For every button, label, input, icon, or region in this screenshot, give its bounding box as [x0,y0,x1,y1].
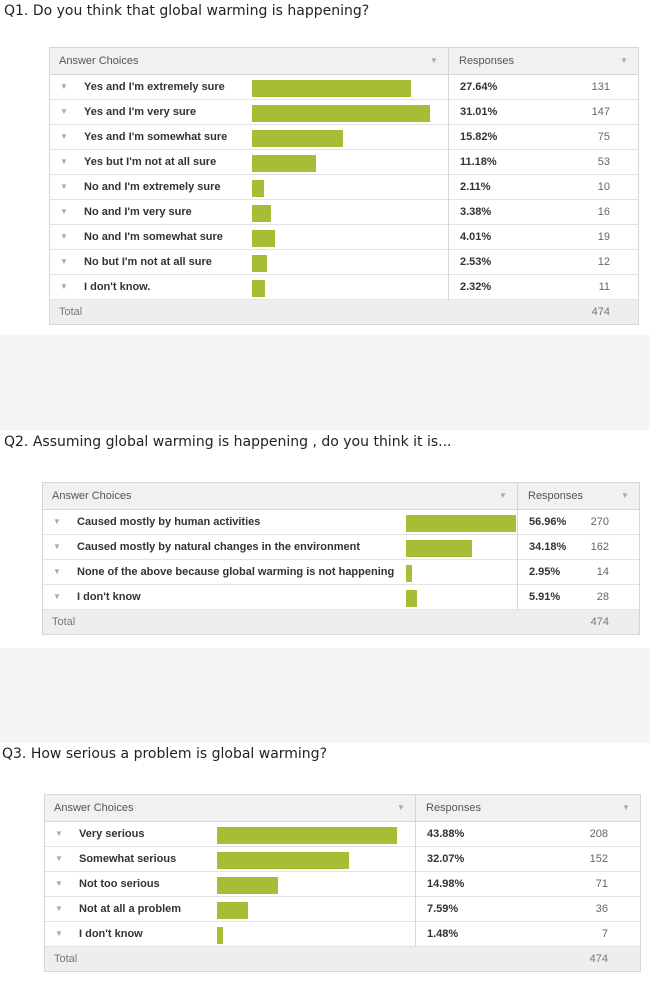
response-bar [406,540,472,557]
total-label: Total [54,953,78,965]
answer-label: Not at all a problem [79,903,182,915]
response-percent: 2.32% [460,281,492,293]
total-row [50,300,638,324]
response-percent: 32.07% [427,853,465,865]
results-table [49,47,639,325]
response-count: 12 [597,256,610,268]
column-divider [517,585,518,610]
expand-chevron-icon[interactable]: ▼ [60,82,68,91]
responses-header[interactable]: Responses [459,55,515,67]
table-row [43,585,639,610]
expand-chevron-icon[interactable]: ▼ [60,282,68,291]
answer-label: Caused mostly by human activities [77,516,261,528]
expand-chevron-icon[interactable]: ▼ [60,232,68,241]
total-label: Total [52,616,76,628]
column-divider [448,200,449,225]
column-divider [415,822,416,847]
response-bar [252,255,267,272]
total-count: 474 [590,616,609,628]
answer-choices-header[interactable]: Answer Choices [54,802,134,814]
table-row [50,150,638,175]
sort-caret-icon[interactable]: ▼ [622,803,630,812]
response-bar [252,180,264,197]
response-count: 19 [597,231,610,243]
response-bar [252,105,430,122]
response-percent: 31.01% [460,106,498,118]
response-percent: 2.53% [460,256,492,268]
response-count: 36 [595,903,608,915]
answer-label: None of the above because global warming is not happening [77,566,395,578]
response-percent: 34.18% [529,541,567,553]
question-title: Q2. Assuming global warming is happening , do you think it is... [4,434,452,450]
column-divider [448,125,449,150]
response-percent: 15.82% [460,131,498,143]
answer-label: Yes and I'm somewhat sure [84,131,228,143]
response-count: 152 [589,853,608,865]
column-divider [448,175,449,200]
answer-label: Yes and I'm very sure [84,106,197,118]
responses-header[interactable]: Responses [528,490,584,502]
sort-caret-icon[interactable]: ▼ [620,56,628,65]
table-row [50,250,638,275]
response-count: 75 [597,131,610,143]
table-row [50,75,638,100]
response-percent: 56.96% [529,516,567,528]
answer-label: Very serious [79,828,145,840]
response-count: 147 [591,106,610,118]
column-divider [415,897,416,922]
response-percent: 2.11% [460,181,491,193]
results-table [42,482,640,635]
question-title: Q1. Do you think that global warming is happening? [4,3,370,19]
table-row [43,560,639,585]
expand-chevron-icon[interactable]: ▼ [55,854,63,863]
answer-label: I don't know [79,928,143,940]
response-count: 11 [598,281,610,293]
response-count: 162 [590,541,609,553]
expand-chevron-icon[interactable]: ▼ [60,182,68,191]
table-row [50,175,638,200]
response-bar [406,515,516,532]
column-divider [517,560,518,585]
response-percent: 2.95% [529,566,561,578]
response-percent: 14.98% [427,878,465,890]
responses-header[interactable]: Responses [426,802,482,814]
table-header [50,48,638,75]
answer-choices-header[interactable]: Answer Choices [52,490,132,502]
answer-label: No and I'm somewhat sure [84,231,223,243]
total-row [45,947,640,971]
expand-chevron-icon[interactable]: ▼ [53,517,61,526]
answer-label: Yes but I'm not at all sure [84,156,217,168]
response-count: 14 [596,566,609,578]
response-percent: 27.64% [460,81,498,93]
column-divider [448,100,449,125]
table-row [50,125,638,150]
column-divider [448,275,449,300]
table-row [45,897,640,922]
results-table [44,794,641,972]
answer-label: No and I'm very sure [84,206,192,218]
response-bar [217,827,397,844]
table-row [45,847,640,872]
answer-choices-header[interactable]: Answer Choices [59,55,139,67]
expand-chevron-icon[interactable]: ▼ [53,542,61,551]
expand-chevron-icon[interactable]: ▼ [53,567,61,576]
sort-caret-icon[interactable]: ▼ [397,803,405,812]
column-divider [517,510,518,535]
table-header [45,795,640,822]
answer-label: Not too serious [79,878,160,890]
total-count: 474 [589,953,608,965]
table-row [50,275,638,300]
expand-chevron-icon[interactable]: ▼ [55,929,63,938]
column-divider [448,225,449,250]
column-divider [448,150,449,175]
column-divider [415,872,416,897]
background-band [0,335,650,430]
response-bar [252,230,275,247]
background-band [0,648,650,743]
response-percent: 3.38% [460,206,492,218]
response-bar [252,280,265,297]
column-divider [448,48,449,74]
expand-chevron-icon[interactable]: ▼ [60,257,68,266]
answer-label: Caused mostly by natural changes in the environment [77,541,361,553]
table-row [50,200,638,225]
response-bar [217,927,223,944]
expand-chevron-icon[interactable]: ▼ [60,132,68,141]
answer-label: No but I'm not at all sure [84,256,212,268]
table-row [50,100,638,125]
column-divider [415,847,416,872]
response-bar [252,130,343,147]
table-row [45,822,640,847]
response-bar [217,852,349,869]
column-divider [415,922,416,947]
column-divider [448,75,449,100]
answer-label: I don't know. [84,281,151,293]
question-title: Q3. How serious a problem is global warming? [2,746,328,762]
response-bar [406,590,417,607]
answer-label: I don't know [77,591,141,603]
total-count: 474 [591,306,610,318]
expand-chevron-icon[interactable]: ▼ [55,829,63,838]
response-percent: 5.91% [529,591,561,603]
expand-chevron-icon[interactable]: ▼ [60,157,68,166]
response-count: 131 [591,81,610,93]
response-bar [252,155,316,172]
expand-chevron-icon[interactable]: ▼ [55,904,63,913]
table-row [45,872,640,897]
response-bar [252,205,271,222]
column-divider [448,250,449,275]
response-count: 270 [590,516,609,528]
response-bar [217,902,248,919]
table-row [50,225,638,250]
response-count: 28 [596,591,609,603]
response-percent: 11.18% [460,156,497,168]
column-divider [517,483,518,509]
table-row [43,510,639,535]
expand-chevron-icon[interactable]: ▼ [53,592,61,601]
response-percent: 1.48% [427,928,459,940]
answer-label: Yes and I'm extremely sure [84,81,225,93]
expand-chevron-icon[interactable]: ▼ [60,107,68,116]
total-label: Total [59,306,83,318]
response-count: 7 [601,928,608,940]
response-count: 53 [597,156,610,168]
response-count: 208 [589,828,608,840]
sort-caret-icon[interactable]: ▼ [621,491,629,500]
answer-label: No and I'm extremely sure [84,181,221,193]
table-header [43,483,639,510]
response-percent: 43.88% [427,828,465,840]
response-count: 71 [595,878,608,890]
response-bar [217,877,278,894]
response-bar [406,565,412,582]
expand-chevron-icon[interactable]: ▼ [55,879,63,888]
total-row [43,610,639,634]
response-bar [252,80,411,97]
sort-caret-icon[interactable]: ▼ [499,491,507,500]
column-divider [415,795,416,821]
response-percent: 7.59% [427,903,459,915]
table-row [45,922,640,947]
response-percent: 4.01% [460,231,492,243]
sort-caret-icon[interactable]: ▼ [430,56,438,65]
column-divider [517,535,518,560]
response-count: 16 [597,206,610,218]
answer-label: Somewhat serious [79,853,177,865]
table-row [43,535,639,560]
expand-chevron-icon[interactable]: ▼ [60,207,68,216]
response-count: 10 [597,181,610,193]
